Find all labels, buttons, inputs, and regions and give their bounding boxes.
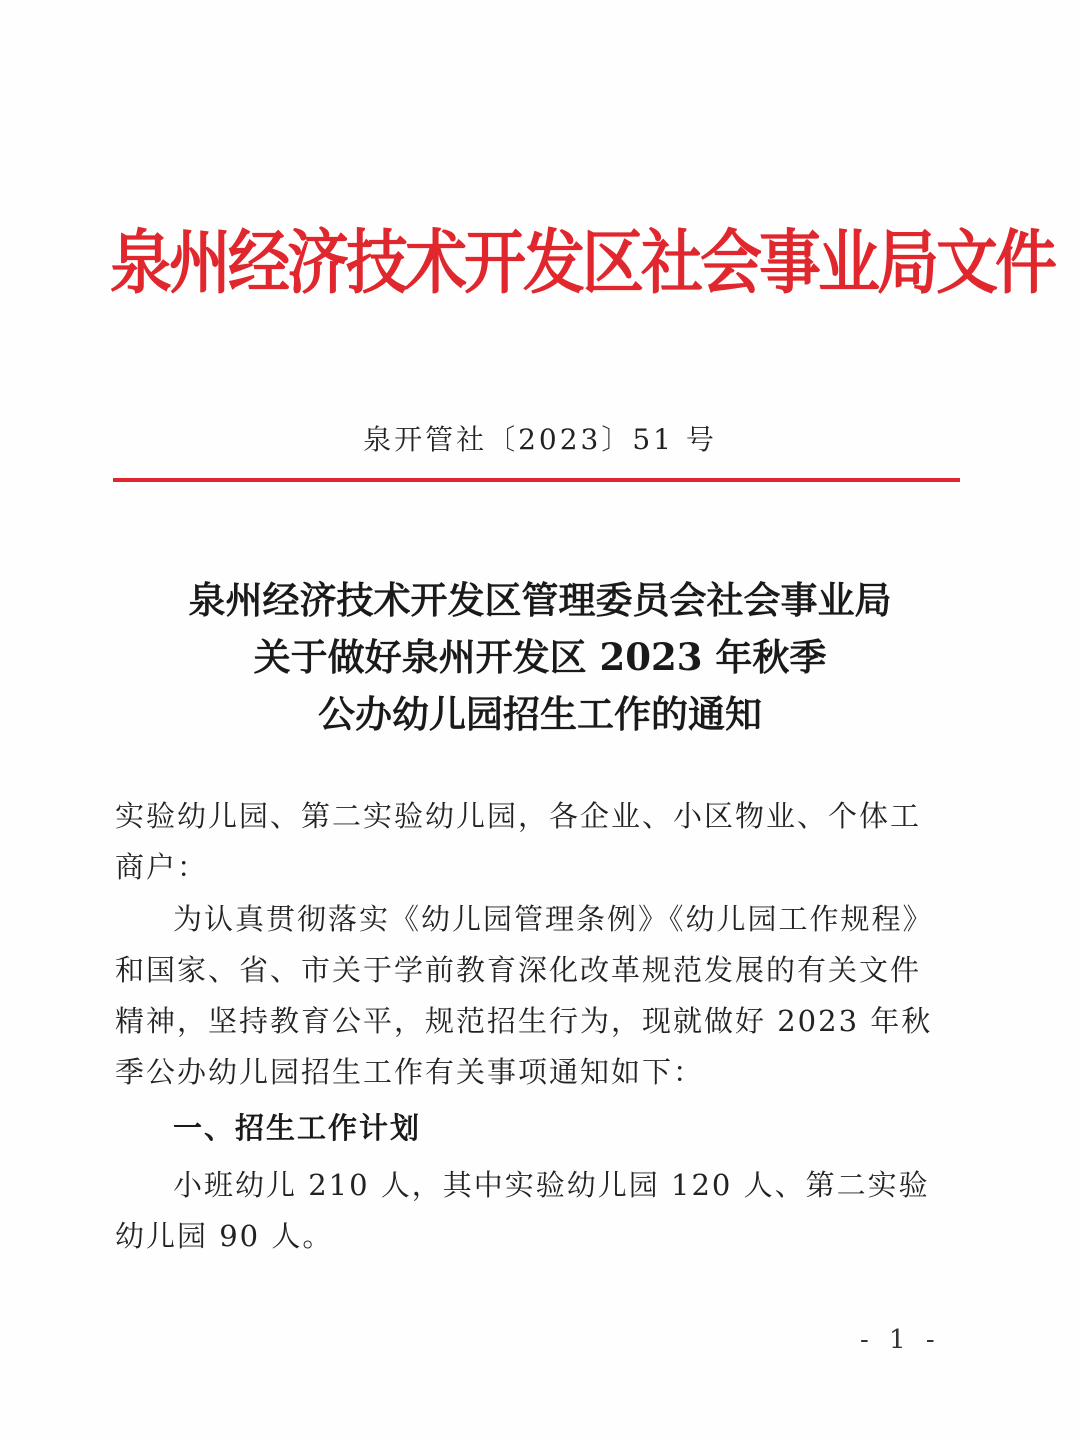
title-line-2: 关于做好泉州开发区 2023 年秋季 xyxy=(253,635,827,679)
page-number: - 1 - xyxy=(860,1325,941,1355)
title-line-1: 泉州经济技术开发区管理委员会社会事业局 xyxy=(188,578,892,622)
document-title xyxy=(80,572,1000,743)
document-number: 泉开管社〔2023〕51 号 xyxy=(363,423,717,456)
document-masthead: 泉州经济技术开发区社会事业局文件 xyxy=(110,221,1055,304)
section-heading-1: 一、招生工作计划 xyxy=(173,1111,422,1145)
addressee-line: 实验幼儿园、第二实验幼儿园，各企业、小区物业、个体工商户： xyxy=(115,799,922,884)
title-line-3: 公办幼儿园招生工作的通知 xyxy=(318,692,762,736)
red-divider-line xyxy=(113,478,960,482)
body-paragraph-2: 小班幼儿 210 人，其中实验幼儿园 120 人、第二实验幼儿园 90 人。 xyxy=(115,1168,930,1253)
body-paragraph-1: 为认真贯彻落实《幼儿园管理条例》《幼儿园工作规程》和国家、省、市关于学前教育深化改革规范发展的有关文件精神，坚持教育公平，规范招生行为，现就做好 2023 年秋季公办幼儿园招生工作有关事项通知如下： xyxy=(115,902,934,1089)
